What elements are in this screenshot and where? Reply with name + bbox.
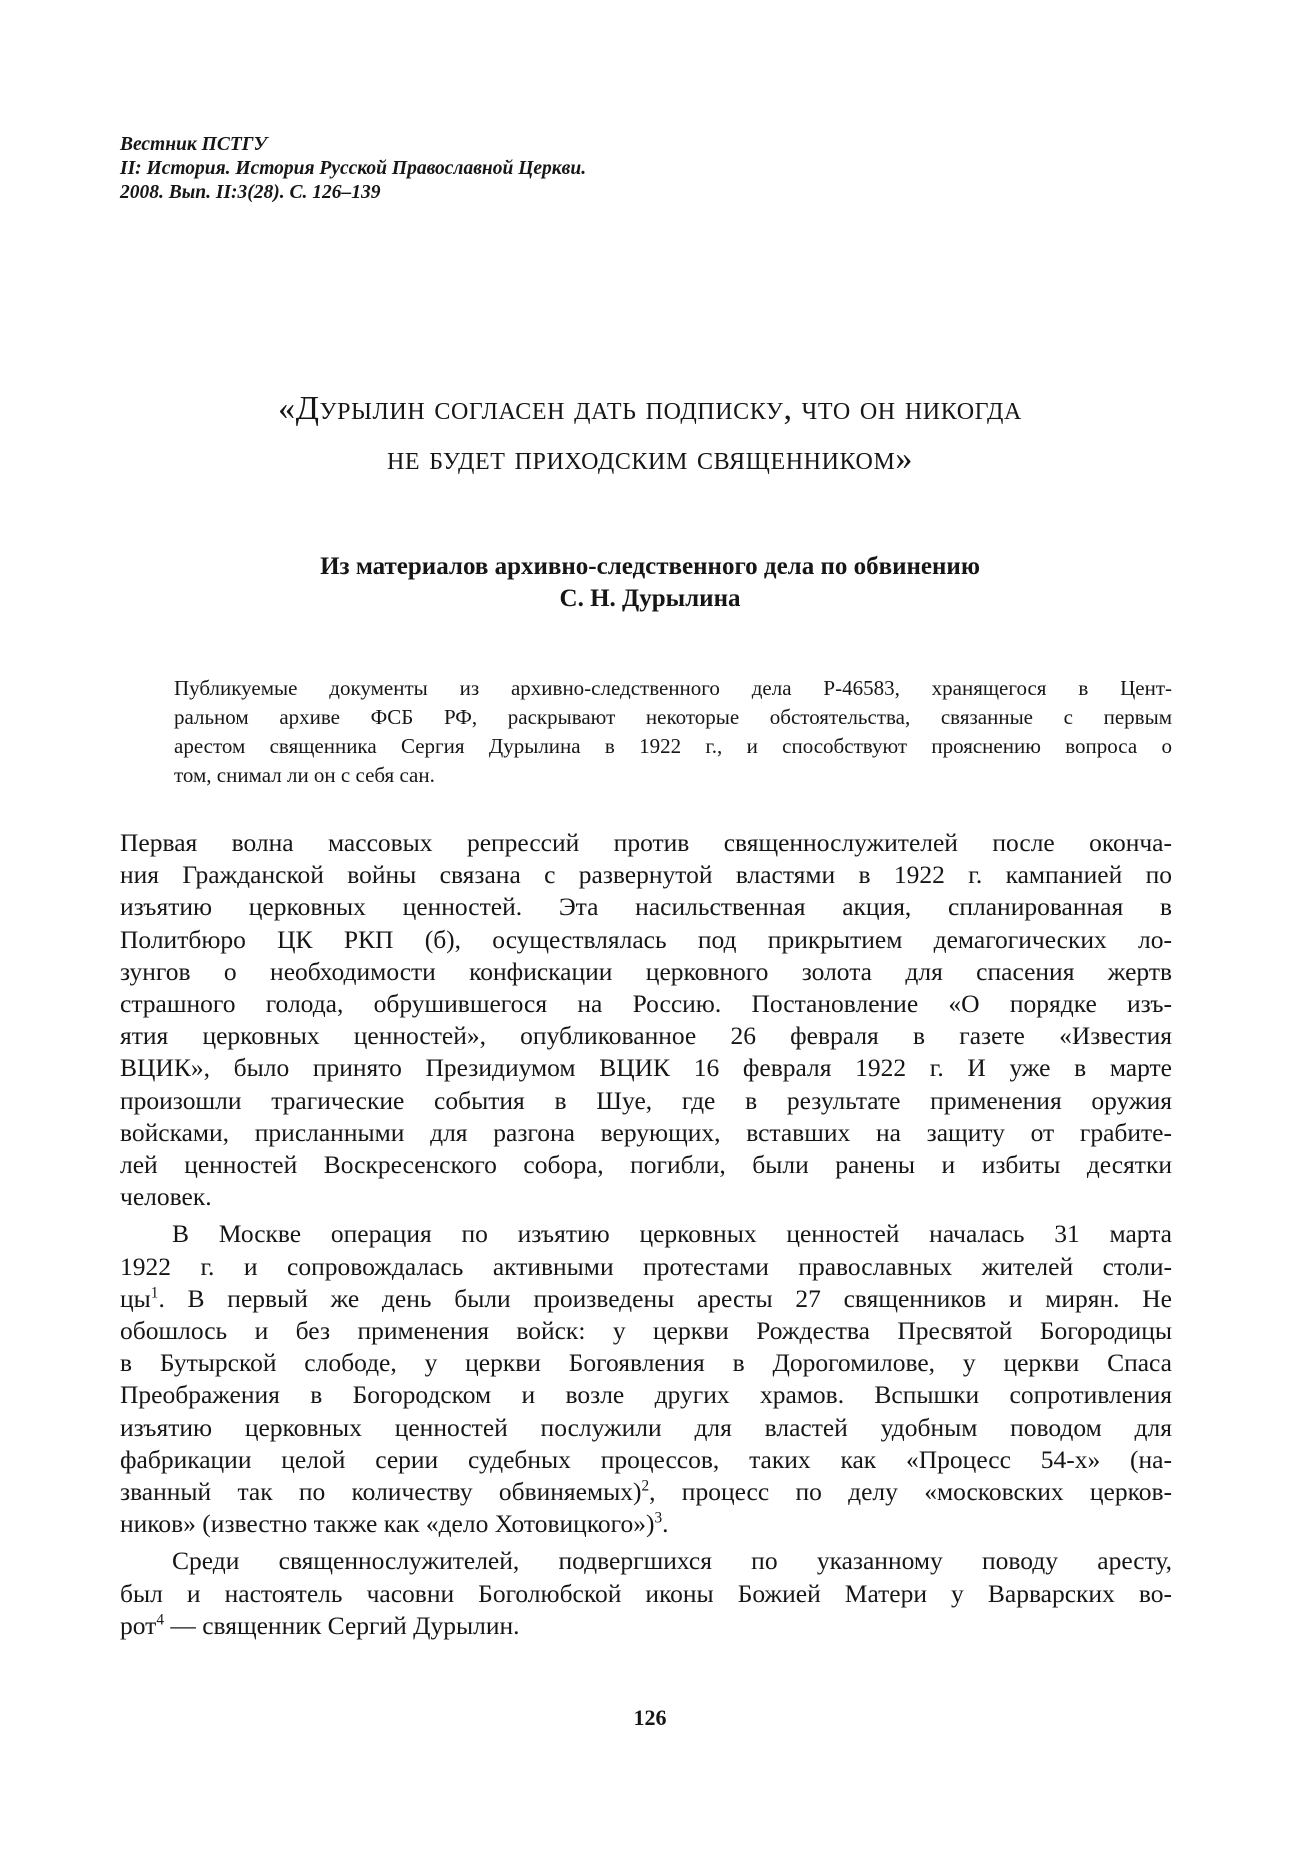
body-line — [120, 1476, 1172, 1508]
body-line: фабрикации целой серии судебных процессов, таких как «Процесс 54-х» (на- — [120, 1444, 1172, 1474]
article-subtitle-line-1: Из материалов архивно-следственного дела по обвинению — [320, 553, 980, 580]
footnote-ref: 3 — [654, 1509, 663, 1527]
body-line: ятия церковных ценностей», опубликованное 26 февраля в газете «Известия — [120, 1021, 1172, 1051]
article-subtitle-line-2: С. Н. Дурылина — [559, 585, 741, 612]
body-line: зунгов о необходимости конфискации церковного золота для спасения жертв — [120, 956, 1172, 986]
body-line: войсками, присланными для разгона верующих, вставших на защиту от грабите- — [120, 1117, 1172, 1147]
page-number: 126 — [633, 1705, 667, 1730]
abstract-line: Публикуемые документы из архивно-следственного дела Р-46583, хранящегося в Цент- — [174, 676, 1172, 700]
body-line: произошли трагические события в Шуе, где в результате применения оружия — [120, 1085, 1172, 1115]
body-line: лей ценностей Воскресенского собора, погибли, были ранены и избиты десятки — [120, 1150, 1172, 1180]
article-title-line-2: не будет приходским священником» — [387, 440, 913, 477]
body-line: человек. — [120, 1182, 212, 1212]
abstract-line: том, снимал ли он с себя сан. — [174, 763, 435, 787]
body-line: В Москве операция по изъятию церковных ценностей началась 31 марта — [172, 1219, 1172, 1249]
body-text: . В первый же день были произведены аресты 27 священников и мирян. Не — [158, 1283, 1172, 1313]
body-line: изъятию церковных ценностей. Эта насильственная акция, спланированная в — [120, 892, 1172, 922]
journal-issue: 2008. Вып. II:3(28). С. 126–139 — [120, 182, 381, 203]
article-title — [110, 384, 1190, 484]
article-body — [120, 827, 1172, 1642]
body-line: обошлось и без применения войск: у церкви Рождества Пресвятой Богородицы — [120, 1316, 1172, 1346]
body-line: Первая волна массовых репрессий против священнослужителей после оконча- — [120, 828, 1172, 857]
body-line: Среди священнослужителей, подвергшихся по указанному поводу аресту, — [172, 1546, 1172, 1576]
body-line: Политбюро ЦК РКП (б), осуществлялась под прикрытием демагогических ло- — [120, 924, 1172, 954]
body-line: ВЦИК», было принято Президиумом ВЦИК 16 февраля 1922 г. И уже в марте — [120, 1053, 1172, 1083]
body-line — [120, 1508, 1172, 1540]
body-text: , процесс по делу «московских церков- — [649, 1477, 1172, 1507]
body-paragraph-1 — [120, 827, 1172, 1213]
body-text: цы — [120, 1283, 151, 1313]
body-line: изъятию церковных ценностей послужили для властей удобным поводом для — [120, 1412, 1172, 1442]
body-line: был и настоятель часовни Боголюбской иконы Божией Матери у Варварских во- — [120, 1578, 1172, 1608]
article-title-line-1: «Дурылин согласен дать подписку, что он никогда — [278, 390, 1022, 427]
body-paragraph-3 — [120, 1545, 1172, 1642]
body-line — [120, 1283, 1172, 1315]
abstract-line: ральном архиве ФСБ РФ, раскрывают некоторые обстоятельства, связанные с первым — [174, 705, 1172, 729]
journal-header — [120, 133, 586, 205]
body-text: — священник Сергий Дурылин. — [163, 1610, 520, 1640]
body-line — [120, 1610, 1172, 1642]
footnote-ref: 2 — [641, 1477, 650, 1495]
body-line: Преображения в Богородском и возле других храмов. Вспышки сопротивления — [120, 1380, 1172, 1410]
body-line: страшного голода, обрушившегося на Россию. Постановление «О порядке изъ- — [120, 989, 1172, 1019]
body-line: 1922 г. и сопровождалась активными протестами православных жителей столи- — [120, 1251, 1172, 1281]
abstract — [174, 674, 1172, 790]
body-text: званный так по количеству обвиняемых) — [120, 1477, 642, 1507]
body-text: ников» (известно также как «дело Хотовицкого») — [120, 1509, 655, 1539]
journal-series: II: История. История Русской Православной Церкви. — [120, 158, 587, 179]
footnote-ref: 1 — [150, 1284, 159, 1302]
article-subtitle — [110, 551, 1190, 615]
body-text: . — [662, 1509, 669, 1539]
footnote-ref: 4 — [156, 1611, 164, 1629]
body-line: в Бутырской слободе, у церкви Богоявления в Дорогомилове, у церкви Спаса — [120, 1348, 1172, 1378]
body-text: рот — [120, 1610, 157, 1640]
body-paragraph-2 — [120, 1218, 1172, 1540]
body-line: ния Гражданской войны связана с развернутой властями в 1922 г. кампанией по — [120, 860, 1172, 890]
journal-name: Вестник ПСТГУ — [120, 134, 268, 155]
abstract-line: арестом священника Сергия Дурылина в 1922 г., и способствуют прояснению вопроса о — [174, 734, 1172, 758]
